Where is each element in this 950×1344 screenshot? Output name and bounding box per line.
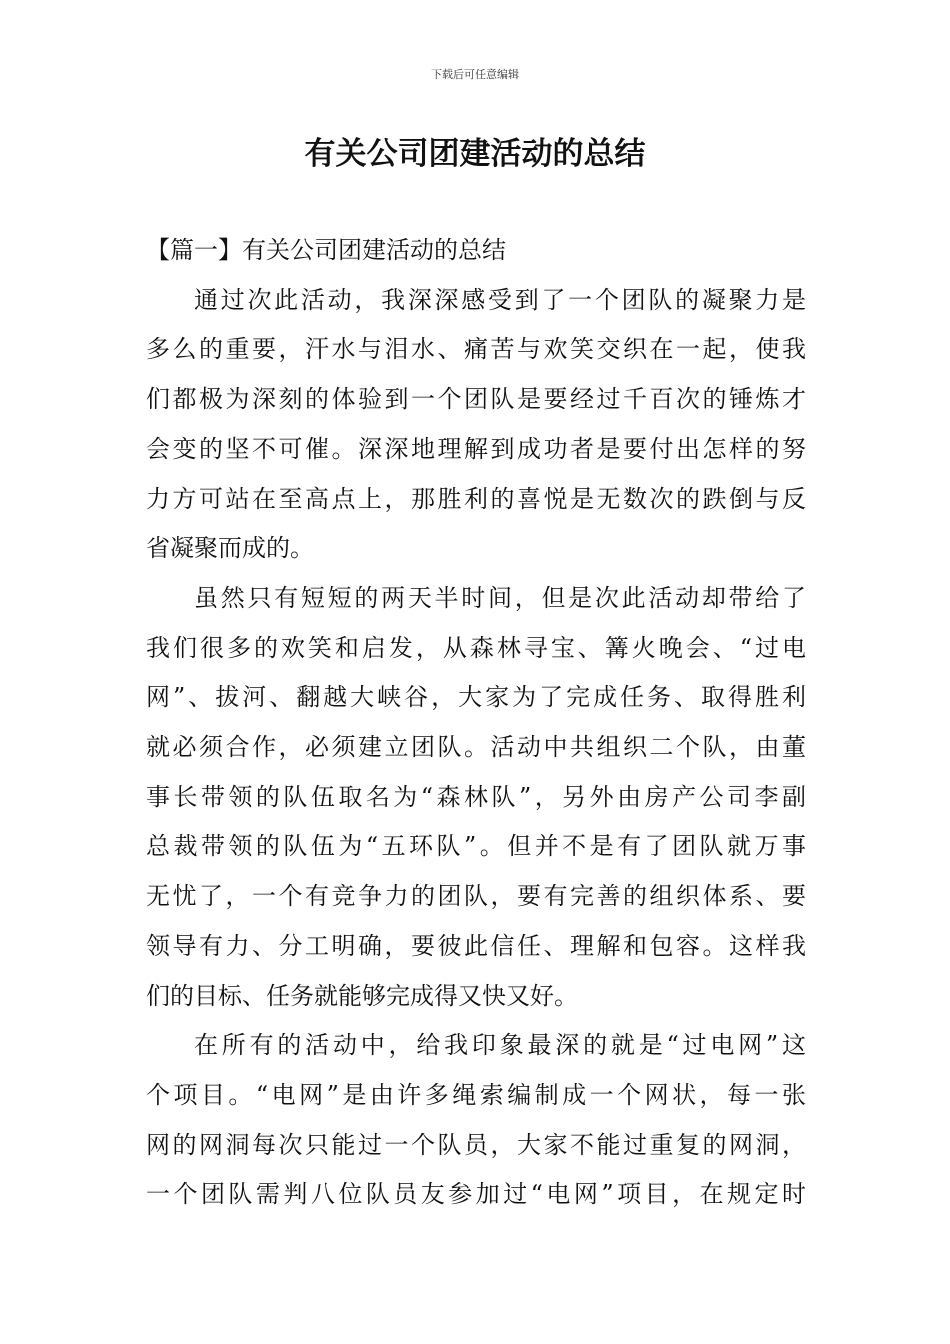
paragraph-3	[146, 1021, 806, 1220]
paragraph-line: 力方可站在至高点上，那胜利的喜悦是无数次的跌倒与反	[146, 484, 806, 513]
paragraph-line: 总裁带领的队伍为“五环队”。但并不是有了团队就万事	[146, 832, 806, 861]
paragraph-line: 会变的坚不可催。深深地理解到成功者是要付出怎样的努	[146, 434, 806, 463]
paragraph-line: 们都极为深刻的体验到一个团队是要经过千百次的锤炼才	[146, 385, 806, 414]
paragraph-line: 个项目。“电网”是由许多绳索编制成一个网状，每一张	[146, 1080, 806, 1109]
paragraph-line: 就必须合作，必须建立团队。活动中共组织二个队，由董	[146, 733, 806, 762]
paragraph-line: 一个团队需判八位队员友参加过“电网”项目，在规定时	[146, 1180, 806, 1209]
paragraph-line: 我们很多的欢笑和启发，从森林寻宝、篝火晚会、“过电	[146, 633, 806, 662]
paragraph-line: 虽然只有短短的两天半时间，但是次此活动却带给了	[194, 583, 806, 612]
paragraph-line: 在所有的活动中，给我印象最深的就是“过电网”这	[194, 1031, 806, 1060]
paragraph-line: 通过次此活动，我深深感受到了一个团队的凝聚力是	[194, 285, 806, 314]
paragraph-line: 网”、拔河、翻越大峡谷，大家为了完成任务、取得胜利	[146, 683, 806, 712]
header-note: 下载后可任意编辑	[431, 68, 519, 81]
section-heading: 【篇一】有关公司团建活动的总结	[146, 236, 506, 264]
paragraph-2	[146, 574, 806, 1021]
paragraph-line: 领导有力、分工明确，要彼此信任、理解和包容。这样我	[146, 931, 806, 960]
paragraph-line: 事长带领的队伍取名为“森林队”，另外由房产公司李副	[146, 782, 806, 811]
paragraph-line: 多么的重要，汗水与泪水、痛苦与欢笑交织在一起，使我	[146, 335, 806, 364]
paragraph-line: 无忧了，一个有竞争力的团队，要有完善的组织体系、要	[146, 882, 806, 911]
paragraph-1	[146, 276, 806, 574]
paragraph-line: 网的网洞每次只能过一个队员，大家不能过重复的网洞，	[146, 1130, 806, 1159]
paragraph-line: 省凝聚而成的。	[146, 534, 314, 563]
document-title: 有关公司团建活动的总结	[304, 136, 646, 172]
document-body	[146, 226, 806, 1220]
paragraph-line: 们的目标、任务就能够完成得又快又好。	[146, 981, 578, 1010]
